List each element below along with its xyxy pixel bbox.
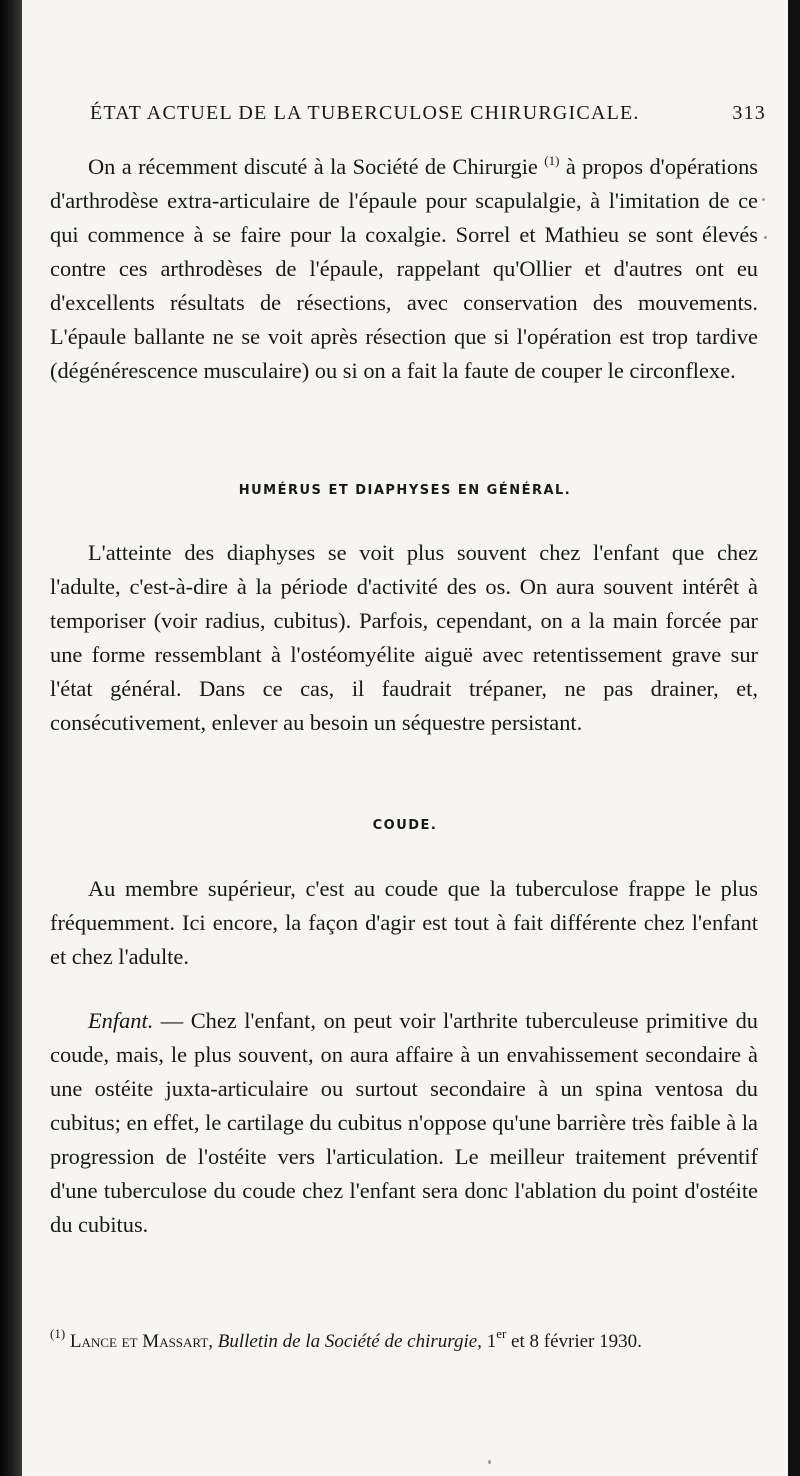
footnote-date-rest: et 8 février 1930. [506,1331,642,1352]
running-header [90,102,766,125]
paragraph-coude-text: Au membre supérieur, c'est au coude que la tuberculose frappe le plus fréquemment. Ici encore, la façon d'agir est tout à fait différente chez l'enfant et chez l'adulte. [50,876,758,969]
footnote-date-day: 1 [486,1331,497,1352]
enfant-label: Enfant. [88,1008,154,1033]
footnote-authors: Lance et Massart, [69,1331,214,1352]
paragraph-shoulder [50,144,758,388]
scan-speck [762,198,765,201]
footnote-marker: (1) [50,1326,66,1341]
paragraph-diaphyses [50,536,758,740]
book-page [22,0,788,1476]
footnote [50,1318,756,1358]
paragraph-enfant [50,1004,758,1242]
section-heading-humerus: HUMÉRUS ET DIAPHYSES EN GÉNÉRAL. [238,483,572,498]
scan-speck [488,1460,491,1464]
running-title: ÉTAT ACTUEL DE LA TUBERCULOSE CHIRURGICALE. [90,102,640,124]
footnote-journal: Bulletin de la Société de chirurgie, [217,1331,482,1352]
footnote-date-superscript: er [496,1326,507,1341]
page-number: 313 [732,102,766,124]
paragraph-shoulder-start: On a récemment discuté à la Société de Chirurgie [88,154,538,179]
paragraph-diaphyses-text: L'atteinte des diaphyses se voit plus souvent chez l'enfant que chez l'adulte, c'est-à-dire à la période d'activité des os. On aura souvent intérêt à temporiser (voir radius, cubitus). Parfois, cependant, on a la main forcée par une forme ressemblant à l'ostéomyélite aiguë avec retentissement grave sur l'état général. Dans ce cas, il faudrait trépaner, ne pas drainer, et, consécutivement, enlever au besoin un séquestre persistant. [50,540,758,735]
scan-left-edge [0,0,22,1476]
paragraph-enfant-text: — Chez l'enfant, on peut voir l'arthrite tuberculeuse primitive du coude, mais, le plus souvent, on aura affaire à un envahissement secondaire à une ostéite juxta-articulaire ou surtout secondaire à un spina ventosa du cubitus; en effet, le cartilage du cubitus n'oppose qu'une barrière très faible à la progression de l'ostéite vers l'articulation. Le meilleur traitement préventif d'une tuberculose du coude chez l'enfant sera donc l'ablation du point d'ostéite du cubitus. [50,1008,758,1237]
scan-speck [764,236,767,239]
footnote-reference: (1) [544,153,560,168]
section-heading-coude: COUDE. [372,818,438,833]
paragraph-shoulder-rest: à propos d'opérations d'arthrodèse extra-articulaire de l'épaule pour scapulalgie, à l'imitation de ce qui commence à se faire pour la coxalgie. Sorrel et Mathieu se sont élevés contre ces arthrodèses de l'épaule, rappelant qu'Ollier et d'autres ont eu d'excellents résultats de résections, avec conservation des mouvements. L'épaule ballante ne se voit après résection que si l'opération est trop tardive (dégénérescence musculaire) ou si on a fait la faute de couper le circonflexe. [50,154,758,383]
paragraph-coude [50,872,758,974]
